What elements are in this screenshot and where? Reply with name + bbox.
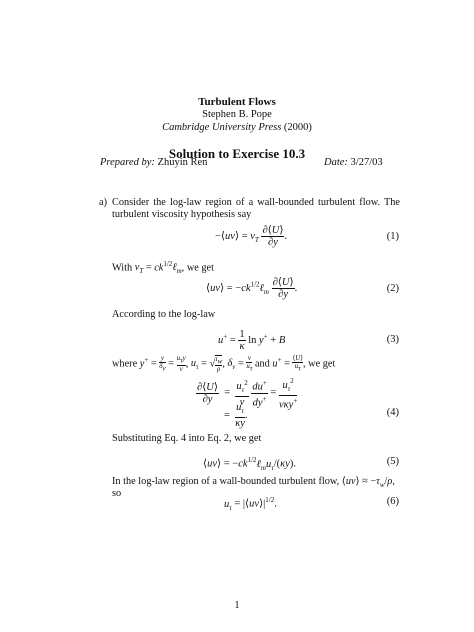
date-line	[324, 157, 383, 168]
with-suffix: , we get	[181, 262, 214, 274]
book-title: Turbulent Flows	[198, 96, 276, 108]
loglaw-region-line-2: so	[112, 488, 122, 499]
part-a-intro: Consider the log-law region of a wall-bounded turbulent flow. The turbulent viscosity hypothesis say	[112, 197, 400, 220]
loglaw-region-text: In the log-law region of a wall-bounded turbulent flow,	[112, 476, 340, 487]
equation-number-3: (3)	[386, 334, 399, 345]
and-text: and	[254, 358, 270, 370]
we-get-text: , we get	[303, 358, 336, 370]
loglaw-region-line-1: In the log-law region of a wall-bounded turbulent flow, ⟨uv⟩ ≈ $-\tau_w/\rho$,	[112, 476, 395, 490]
part-a-label: a)	[99, 197, 107, 208]
substituting-text: Substituting Eq. 4 into Eq. 2, we get	[112, 433, 262, 444]
equation-6: $u_\tau$ = $|⟨uv⟩|^{1/2}$.	[224, 496, 277, 512]
prepared-by	[100, 157, 207, 168]
equation-4-line-1: $\frac{\partial⟨U⟩}{\partial y}$ = $\frac{u_\tau^2}{\nu}$ $\frac{du^+}{dy^+}$ = $\frac{u_\tau^2}{\nu\kappa y^+}$	[197, 377, 298, 411]
equation-2: ⟨uv⟩ = $-ck^{1/2}\ell_m$ $\frac{\partial⟨U⟩}{\partial y}$ .	[206, 277, 298, 300]
date-label: Date:	[324, 157, 348, 168]
where-line: where y+ = $\frac{y}{\delta_\nu}$ = $u_\tau y$ ν , $u_\tau$ = √ $\frac{\tau_w}{\rho}$ , $\delta_\nu$ = $\frac{\nu}{u_\tau}$ and u+ = $\frac{⟨U⟩}{u_\tau}$ , we get	[112, 354, 336, 374]
equation-3: u+ = $\frac{1}{\kappa}$ ln y+ + B	[218, 329, 286, 352]
equation-number-5: (5)	[386, 456, 399, 467]
equation-number-2: (2)	[386, 283, 399, 294]
equation-5: ⟨uv⟩ = $-ck^{1/2}\ell_mu_\tau/(\kappa y)$.	[203, 456, 296, 472]
book-publisher	[0, 122, 474, 133]
with-prefix: With	[112, 262, 133, 274]
solution-title: Solution to Exercise 10.3	[168, 146, 306, 161]
prepared-name: Zhuyin Ren	[157, 157, 208, 168]
equation-number-4: (4)	[386, 407, 399, 418]
book-author: Stephen B. Pope	[202, 109, 272, 120]
publication-year: (2000)	[283, 122, 312, 133]
page-number: 1	[234, 600, 240, 611]
date-value: 3/27/03	[350, 157, 383, 168]
publisher-name: Cambridge University Press	[162, 122, 282, 133]
equation-1: −⟨uv⟩ = $\nu_T$ $\frac{\partial⟨U⟩}{\partial y}$ .	[215, 225, 288, 248]
where-text: where	[112, 358, 138, 370]
prepared-label: Prepared by:	[100, 157, 155, 168]
equation-number-1: (1)	[386, 231, 399, 242]
log-law-intro: According to the log-law	[112, 309, 216, 320]
equation-4-line-2: = $\frac{u_\tau}{\kappa y}$ .	[224, 402, 248, 430]
equation-number-6: (6)	[386, 496, 399, 507]
with-line: With $\nu_T$ = $ck^{1/2}\ell_m$, we get	[112, 260, 214, 276]
